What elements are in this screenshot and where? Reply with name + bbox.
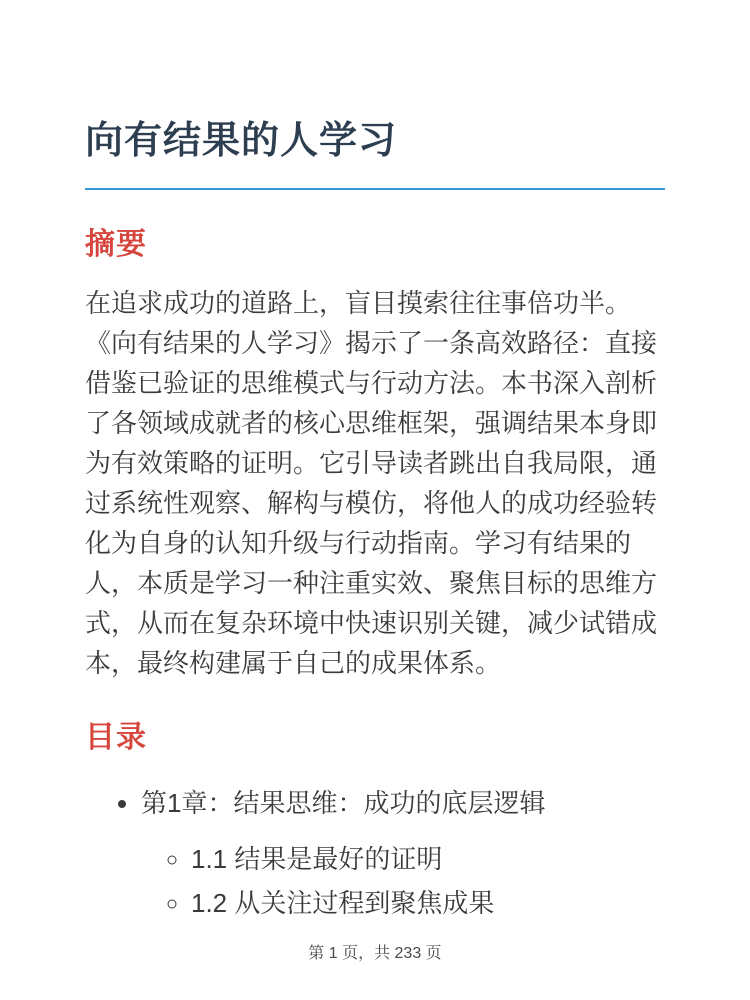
page-number-indicator: 第 1 页，共 233 页: [308, 945, 442, 962]
abstract-heading: 摘要: [85, 227, 147, 261]
toc-list: [85, 783, 665, 923]
toc-heading: 目录: [85, 721, 147, 754]
toc-section-list: [141, 839, 665, 923]
toc-chapter-label: 第1章：结果思维：成功的底层逻辑: [141, 787, 546, 818]
toc-section-item: ◦ 1.1 结果是最好的证明: [191, 839, 665, 879]
page-title: 向有结果的人学习: [85, 118, 665, 190]
toc-chapter-item: [141, 783, 665, 923]
abstract-paragraph: 在追求成功的道路上，盲目摸索往往事倍功半。《向有结果的人学习》揭示了一条高效路径：直接借鉴已验证的思维模式与行动方法。本书深入剖析了各领域成就者的核心思维框架，强调结果本身即为有效策略的证明。它引导读者跳出自我局限，通过系统性观察、解构与模仿，将他人的成功经验转化为自身的认知升级与行动指南。学习有结果的人，本质是学习一种注重实效、聚焦目标的思维方式，从而在复杂环境中快速识别关键，减少试错成本，最终构建属于自己的成果体系。: [85, 288, 658, 678]
toc-section-item: ◦ 1.2 从关注过程到聚焦成果: [191, 883, 665, 923]
